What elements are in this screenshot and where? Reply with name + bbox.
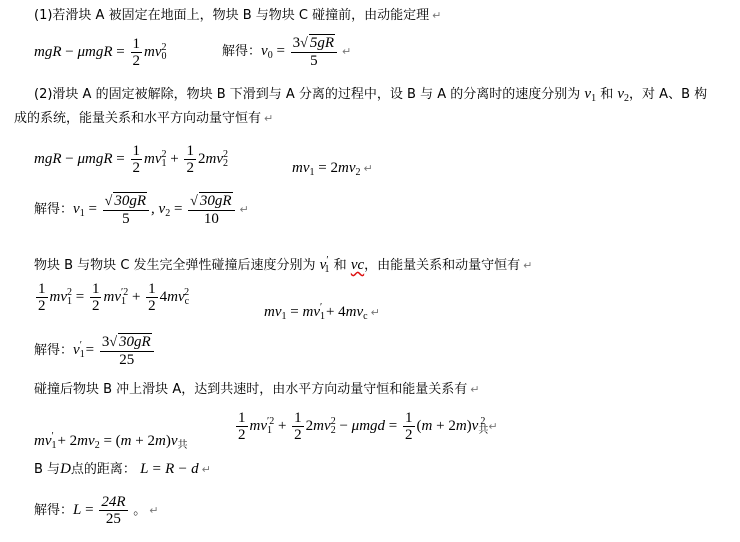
- math-symbol: 解得：: [34, 201, 74, 217]
- math-symbol: 2: [132, 160, 140, 176]
- math-symbol: R: [103, 150, 113, 167]
- math-symbol: 2: [38, 298, 46, 314]
- math-symbol: v: [216, 150, 223, 167]
- math-symbol: (: [115, 433, 121, 449]
- vc-symbol: vc: [350, 257, 365, 273]
- math-symbol: m: [154, 433, 166, 449]
- fraction: [188, 192, 234, 227]
- math-symbol: g: [95, 150, 104, 167]
- fraction: [36, 281, 48, 314]
- math-symbol: ): [466, 417, 472, 434]
- math-symbol: 2: [197, 150, 206, 167]
- math-symbol: 2: [132, 53, 140, 69]
- radical-sign: √: [300, 36, 308, 51]
- return-mark-icon: ↵: [488, 419, 498, 433]
- math-symbol: =: [116, 43, 125, 60]
- math-symbol: v: [324, 417, 331, 434]
- math-symbol: 物块 B 与物块 C 发生完全弹性碰撞后速度分别为: [34, 258, 316, 273]
- math-symbol: 1: [67, 295, 73, 307]
- math-symbol: ′: [51, 431, 54, 442]
- math-symbol: +: [57, 433, 66, 449]
- math-symbol: m: [120, 433, 132, 449]
- fraction: [131, 143, 143, 176]
- math-symbol: 0: [267, 49, 273, 61]
- math-symbol: d: [191, 461, 199, 477]
- return-mark-icon: ↵: [342, 44, 352, 58]
- equation-4-energy: [234, 410, 498, 443]
- math-symbol: +: [170, 150, 179, 167]
- math-symbol: 25: [105, 511, 121, 527]
- math-symbol: v: [178, 288, 185, 305]
- part5-distance: [34, 460, 211, 478]
- return-mark-icon: ↵: [470, 383, 480, 396]
- math-symbol: g: [370, 417, 378, 434]
- math-symbol: μ: [77, 150, 86, 167]
- return-mark-icon: ↵: [432, 9, 442, 22]
- math-symbol: (: [416, 417, 422, 434]
- math-symbol: =: [103, 433, 112, 449]
- math-symbol: v: [170, 433, 178, 449]
- momentum-eq-3: [264, 299, 380, 326]
- math-symbol: m: [34, 433, 45, 449]
- math-symbol: v: [313, 304, 320, 320]
- math-symbol: =: [152, 461, 162, 477]
- equation-3: [34, 281, 189, 314]
- math-symbol: 成的系统，能量关系和水平方向动量守恒有: [14, 111, 262, 126]
- math-symbol: 2: [147, 433, 155, 449]
- math-symbol: +: [436, 417, 445, 434]
- math-symbol: m: [421, 417, 433, 434]
- fraction: [100, 333, 154, 368]
- math-symbol: 共: [478, 424, 489, 436]
- math-symbol: 1: [121, 295, 126, 307]
- math-symbol: 2: [624, 93, 630, 104]
- radicand: 30gR: [199, 193, 232, 209]
- math-symbol: ，对 A、B 构: [629, 87, 708, 102]
- math-symbol: 2: [148, 298, 156, 314]
- math-symbol: 0: [161, 50, 167, 62]
- math-symbol: D: [60, 461, 71, 477]
- fraction: [146, 281, 158, 314]
- math-symbol: 1: [148, 281, 156, 297]
- math-symbol: 1: [320, 311, 325, 322]
- fraction: [103, 192, 149, 227]
- math-symbol: 2: [223, 157, 228, 169]
- part1-intro: [34, 8, 441, 24]
- math-symbol: 2: [161, 148, 167, 160]
- return-mark-icon: ↵: [201, 463, 211, 476]
- math-symbol: 2: [123, 286, 129, 298]
- math-symbol: m: [455, 417, 467, 434]
- math-symbol: m: [103, 288, 115, 305]
- math-symbol: 2: [165, 207, 171, 219]
- math-symbol: 碰撞后物块 B 冲上滑块 A，达到共速时，由水平方向动量守恒和能量关系有: [34, 382, 468, 397]
- math-symbol: 3: [101, 334, 110, 350]
- math-symbol: [103, 192, 149, 211]
- math-symbol: 1: [161, 157, 167, 169]
- math-symbol: m: [313, 417, 325, 434]
- math-symbol: 1: [132, 36, 140, 52]
- radical-sign: √: [190, 194, 198, 209]
- math-symbol: 2: [223, 148, 228, 160]
- math-symbol: 和: [600, 87, 614, 102]
- equation-2: [34, 143, 228, 176]
- math-symbol: m: [34, 43, 45, 60]
- math-symbol: 1: [309, 167, 315, 178]
- math-symbol: v: [274, 304, 282, 320]
- math-symbol: v: [471, 417, 479, 434]
- math-symbol: =: [318, 160, 327, 176]
- part4-intro: [34, 382, 479, 398]
- part3-intro: [34, 252, 532, 279]
- math-symbol: v: [154, 43, 162, 60]
- math-symbol: +: [135, 433, 144, 449]
- part1-text: 若滑块 A 被固定在地面上，物块 B 与物块 C 碰撞前，由动能定理: [52, 8, 430, 23]
- math-symbol: [188, 192, 234, 211]
- math-symbol: 1: [267, 424, 273, 436]
- math-symbol: 。: [133, 502, 147, 518]
- solution-3: [34, 333, 156, 368]
- math-symbol: m: [85, 150, 96, 167]
- math-symbol: 1: [591, 93, 597, 104]
- math-symbol: v: [44, 433, 52, 449]
- math-symbol: 2: [67, 286, 73, 298]
- math-symbol: v: [348, 160, 356, 176]
- math-symbol: 1: [281, 311, 287, 322]
- math-symbol: 2: [294, 427, 302, 443]
- solution-final: [34, 494, 158, 527]
- equation-1: [34, 36, 167, 69]
- math-symbol: 3: [292, 35, 301, 51]
- math-symbol: 2: [305, 417, 314, 434]
- radical-sign: √: [109, 335, 118, 350]
- math-symbol: 4: [159, 288, 168, 305]
- math-symbol: 5: [310, 53, 318, 69]
- math-symbol: v: [584, 86, 592, 102]
- fraction-half: [131, 36, 143, 69]
- math-symbol: 1: [405, 410, 413, 426]
- math-symbol: 24R: [101, 494, 126, 510]
- math-symbol: v: [261, 42, 268, 59]
- math-symbol: =: [116, 150, 125, 167]
- math-symbol: v: [617, 86, 625, 102]
- math-symbol: (2): [34, 87, 53, 102]
- solution-2: [34, 192, 249, 227]
- math-symbol: 2: [330, 415, 336, 427]
- equation-4-momentum: [34, 428, 187, 455]
- math-symbol: +: [131, 288, 141, 305]
- math-symbol: 2: [91, 298, 100, 314]
- math-symbol: v: [60, 288, 68, 305]
- math-symbol: 1: [79, 207, 85, 219]
- math-symbol: 2: [184, 286, 190, 298]
- fraction: [99, 494, 127, 527]
- math-symbol: c: [363, 311, 368, 322]
- fraction: [184, 143, 196, 176]
- return-mark-icon: ↵: [264, 112, 274, 125]
- math-symbol: =: [85, 341, 95, 358]
- math-symbol: 2: [448, 417, 456, 434]
- math-symbol: v: [88, 433, 95, 449]
- fraction-v0: [291, 34, 337, 69]
- return-mark-icon: ↵: [523, 259, 533, 272]
- math-symbol: −: [178, 461, 187, 477]
- math-symbol: v: [356, 304, 364, 320]
- return-mark-icon: ↵: [239, 202, 249, 216]
- math-symbol: c: [184, 295, 190, 307]
- math-symbol: v: [73, 341, 80, 358]
- math-symbol: m: [144, 150, 155, 167]
- math-symbol: 2: [330, 424, 336, 436]
- math-symbol: ′: [267, 415, 270, 427]
- math-symbol: m: [249, 417, 261, 434]
- math-symbol: m: [205, 150, 217, 167]
- math-symbol: v: [154, 150, 162, 167]
- math-symbol: 1: [186, 143, 194, 159]
- math-symbol: R: [103, 43, 113, 60]
- math-symbol: m: [345, 304, 357, 320]
- math-symbol: [291, 34, 337, 53]
- math-symbol: 1: [38, 281, 46, 297]
- math-symbol: 2: [480, 415, 486, 427]
- math-symbol: R: [52, 150, 62, 167]
- math-symbol: m: [264, 304, 275, 320]
- math-symbol: m: [337, 160, 349, 176]
- math-symbol: 2: [69, 433, 78, 449]
- part1-label: (1): [34, 8, 53, 23]
- math-symbol: v: [260, 417, 268, 434]
- math-symbol: 点的距离：: [70, 462, 136, 477]
- math-symbol: ，由能量关系和动量守恒有: [364, 258, 521, 273]
- math-symbol: 5: [122, 211, 130, 227]
- math-symbol: =: [75, 288, 85, 305]
- math-symbol: ′: [320, 302, 323, 313]
- fraction: [292, 410, 304, 443]
- math-symbol: 1: [91, 281, 100, 297]
- math-symbol: =: [88, 200, 97, 217]
- math-symbol: =: [173, 200, 183, 217]
- math-symbol: +: [277, 417, 287, 434]
- radicand: 5gR: [309, 35, 335, 51]
- math-symbol: v: [319, 257, 327, 273]
- math-symbol: m: [167, 288, 178, 305]
- math-symbol: 滑块 A 的固定被解除，物块 B 下滑到与 A 分离的过程中，设 B 与 A 的分离时的速度分别为: [52, 87, 581, 102]
- math-symbol: =: [276, 42, 285, 59]
- part2-intro-line2: [14, 111, 273, 127]
- math-symbol: R: [52, 43, 62, 60]
- math-symbol: 和: [333, 258, 347, 273]
- math-symbol: 2: [269, 415, 275, 427]
- math-symbol: m: [302, 304, 314, 320]
- math-symbol: =: [388, 417, 398, 434]
- math-symbol: d: [377, 417, 386, 434]
- math-symbol: [100, 333, 154, 352]
- return-mark-icon: ↵: [370, 306, 380, 319]
- radicand: 30gR: [119, 334, 151, 350]
- math-symbol: +: [325, 304, 335, 320]
- math-symbol: v: [302, 160, 310, 176]
- fraction: [236, 410, 248, 443]
- fraction: [403, 410, 415, 443]
- math-symbol: 共: [177, 440, 188, 451]
- math-symbol: ,: [151, 200, 155, 217]
- math-symbol: 1: [132, 143, 140, 159]
- math-symbol: v: [73, 200, 80, 217]
- radicand: 30gR: [114, 193, 147, 209]
- return-mark-icon: ↵: [149, 503, 159, 517]
- math-symbol: 解得：: [222, 43, 262, 59]
- math-symbol: μ: [77, 43, 86, 60]
- math-symbol: v: [158, 200, 166, 217]
- math-symbol: 1: [324, 264, 330, 275]
- math-symbol: 2: [186, 160, 194, 176]
- math-symbol: B 与: [34, 462, 61, 477]
- math-symbol: ′: [326, 255, 329, 266]
- math-symbol: =: [290, 304, 299, 320]
- math-symbol: m: [359, 417, 371, 434]
- math-symbol: 1: [238, 410, 246, 426]
- math-symbol: 2: [161, 41, 167, 53]
- math-symbol: 1: [79, 348, 85, 360]
- math-symbol: =: [85, 501, 94, 518]
- radical-sign: √: [104, 194, 113, 209]
- math-symbol: g: [95, 43, 104, 60]
- math-symbol: −: [339, 417, 348, 434]
- math-symbol: 25: [119, 352, 135, 368]
- math-symbol: 2: [330, 160, 338, 176]
- math-symbol: ′: [79, 339, 82, 351]
- math-symbol: m: [49, 288, 61, 305]
- math-symbol: m: [34, 150, 45, 167]
- math-symbol: ′: [121, 286, 124, 298]
- math-symbol: 2: [405, 427, 413, 443]
- math-symbol: L: [73, 501, 82, 518]
- math-symbol: g: [44, 150, 53, 167]
- math-symbol: 4: [338, 304, 346, 320]
- math-symbol: 2: [238, 427, 246, 443]
- math-symbol: −: [65, 150, 74, 167]
- math-symbol: μ: [351, 417, 360, 434]
- math-symbol: ): [165, 433, 171, 449]
- math-symbol: m: [77, 433, 89, 449]
- part2-intro-line1: [34, 85, 707, 108]
- math-symbol: m: [85, 43, 96, 60]
- math-symbol: −: [65, 43, 74, 60]
- math-symbol: 10: [203, 211, 219, 227]
- math-symbol: v: [114, 288, 121, 305]
- fraction: [90, 281, 102, 314]
- math-symbol: g: [44, 43, 53, 60]
- math-symbol: 2: [94, 440, 100, 451]
- math-symbol: 1: [51, 440, 57, 451]
- solution-1: [222, 34, 351, 69]
- math-symbol: L: [140, 461, 149, 477]
- math-symbol: R: [165, 461, 175, 477]
- math-symbol: 解得：: [34, 342, 74, 358]
- math-symbol: 1: [294, 410, 302, 426]
- momentum-eq-2: [292, 159, 373, 182]
- math-symbol: 解得：: [34, 502, 74, 518]
- math-symbol: m: [292, 160, 303, 176]
- math-symbol: m: [144, 43, 155, 60]
- math-symbol: 2: [355, 167, 361, 178]
- return-mark-icon: ↵: [363, 162, 373, 175]
